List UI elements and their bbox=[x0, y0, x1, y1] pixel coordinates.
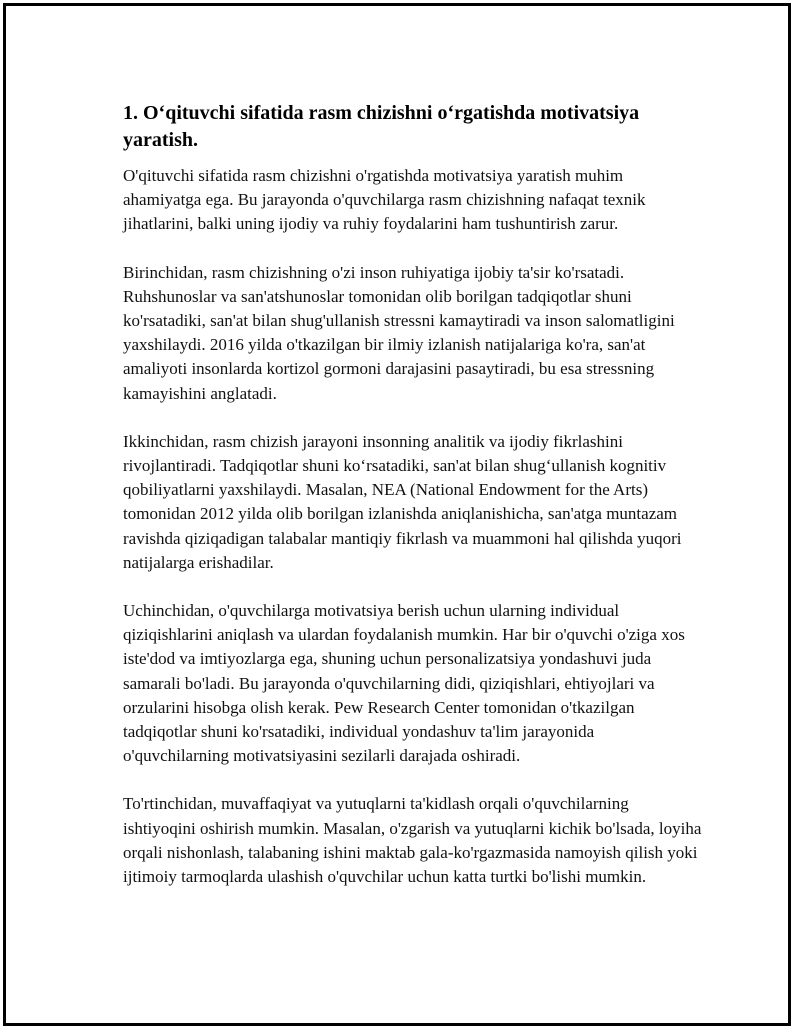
paragraph-intro: O'qituvchi sifatida rasm chizishni o'rgatishda motivatsiya yaratish muhim ahamiyatga ega. Bu jarayonda o'quvchilarga rasm chizishning nafaqat texnik jihatlarini, balki uning ijodiy va ruhiy foydalarini ham tushuntirish zarur. bbox=[123, 166, 646, 234]
section-heading: 1. O‘qituvchi sifatida rasm chizishni o‘rgatishda motivatsiya yaratish. bbox=[123, 102, 640, 151]
page-frame bbox=[3, 3, 791, 1026]
paragraph-second: Ikkinchidan, rasm chizish jarayoni insonning analitik va ijodiy fikrlashini rivojlantiradi. Tadqiqotlar shuni ko‘rsatadiki, san'at bilan shug‘ullanish kognitiv qobiliyatlarni yaxshilaydi. Masalan, NEA (National Endowment for the Arts) tomonidan 2012 yilda olib borilgan izlanishda aniqlanishicha, san'atga muntazam ravishda qiziqadigan talabalar mantiqiy fikrlash va muammoni hal qilishda yuqori natijalarga erishadilar. bbox=[123, 431, 682, 572]
paragraph-third: Uchinchidan, o'quvchilarga motivatsiya berish uchun ularning individual qiziqishlarini aniqlash va ulardan foydalanish mumkin. Har bir o'quvchi o'ziga xos iste'dod va imtiyozlarga ega, shuning uchun personalizatsiya yondashuvi juda samarali bo'ladi. Bu jarayonda o'quvchilarning didi, qiziqishlari, ehtiyojlari va orzularini hisobga olish kerak. Pew Research Center tomonidan o'tkazilgan tadqiqotlar shuni ko'rsatadiki, individual yondashuv ta'lim jarayonida o'quvchilarning motivatsiyasini sezilarli darajada oshiradi. bbox=[123, 601, 685, 766]
document-body bbox=[123, 100, 703, 889]
paragraph-first: Birinchidan, rasm chizishning o'zi inson ruhiyatiga ijobiy ta'sir ko'rsatadi. Ruhshunoslar va san'atshunoslar tomonidan olib borilgan tadqiqotlar shuni ko'rsatadiki, san'at bilan shug'ullanish stressni kamaytiradi va inson salomatligini yaxshilaydi. 2016 yilda o'tkazilgan bir ilmiy izlanish natijalariga ko'ra, san'at amaliyoti insonlarda kortizol gormoni darajasini pasaytiradi, bu esa stressning kamayishini anglatadi. bbox=[123, 262, 675, 403]
paragraph-fourth: To'rtinchidan, muvaffaqiyat va yutuqlarni ta'kidlash orqali o'quvchilarning ishtiyoqini oshirish mumkin. Masalan, o'zgarish va yutuqlarni kichik bo'lsada, loyiha orqali nishonlash, talabaning ishini maktab gala-ko'rgazmasida namoyish qilish yoki ijtimoiy tarmoqlarda ulashish o'quvchilar uchun katta turtki bo'lishi mumkin. bbox=[123, 794, 702, 887]
